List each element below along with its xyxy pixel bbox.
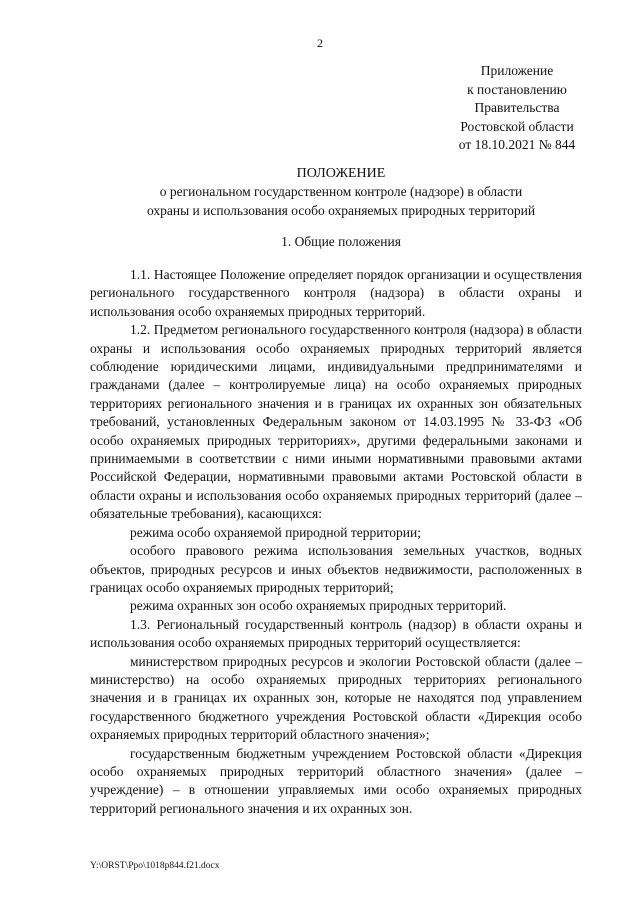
paragraph: министерством природных ресурсов и экологии Ростовской области (далее – министерство) на особо охраняемых природных территориях регионального значения и в границах их охранных зон, которые не находятся под управлением государственного бюджетного учреждения Ростовской области «Дирекция особо охраняемых природных территорий областного значения»;: [90, 653, 582, 743]
appendix-line: Приложение: [480, 63, 554, 78]
appendix-line: от 18.10.2021 № 844: [458, 137, 576, 152]
paragraph: режима особо охраняемой природной территории;: [130, 524, 421, 540]
appendix-line: Ростовской области: [460, 118, 574, 134]
page-number: 2: [317, 36, 323, 50]
appendix-line: Правительства: [474, 100, 560, 115]
paragraph: 1.1. Настоящее Положение определяет порядок организации и осуществления регионального государственного контроля (надзора) в области охраны и использования особо охраняемых природных территорий.: [90, 267, 582, 319]
appendix-block: [452, 62, 582, 155]
section-heading: 1. Общие положения: [281, 234, 401, 249]
paragraph: 1.2. Предметом регионального государственного контроля (надзора) в области охраны и использования особо охраняемых природных территорий является соблюдение юридическими лицами, индивидуальными предпринимателями и гражданами (далее – контролируемые лица) на особо охраняемых природных территориях регионального значения и в границах их охранных зон обязательных требований, установленных Федеральным законом от 14.03.1995 № 33-ФЗ «Об особо охраняемых природных территориях», другими федеральными законами и принимаемыми в соответствии с ними иными нормативными правовыми актами Российской Федерации, нормативными правовыми актами Ростовской области в области охраны и использования особо охраняемых природных территорий (далее – обязательные требования), касающихся:: [90, 322, 582, 522]
paragraph: государственным бюджетным учреждением Ростовской области «Дирекция особо охраняемых природных территорий областного значения» (далее – учреждение) – в отношении управляемых ими особо охраняемых природных территорий регионального значения и их охранных зон.: [90, 745, 582, 816]
appendix-line: к постановлению: [467, 81, 567, 97]
paragraph: особого правового режима использования земельных участков, водных объектов, природных ресурсов и иных объектов недвижимости, расположенных в границах особо охраняемых природных территорий;: [90, 543, 582, 595]
paragraph: 1.3. Региональный государственный контроль (надзор) в области охраны и использования особо охраняемых природных территорий осуществляется:: [90, 616, 582, 651]
document-title: ПОЛОЖЕНИЕ: [296, 166, 386, 181]
footer-file-path: Y:\ORST\Ppo\1018p844.f21.docx: [90, 861, 220, 871]
subtitle-line: охраны и использования особо охраняемых природных территорий: [146, 202, 536, 218]
document-subtitle: [0, 183, 640, 220]
paragraph: режима охранных зон особо охраняемых природных территорий.: [130, 598, 507, 614]
body-text: [90, 266, 582, 818]
subtitle-line: о региональном государственном контроле (надзоре) в области: [159, 184, 523, 199]
